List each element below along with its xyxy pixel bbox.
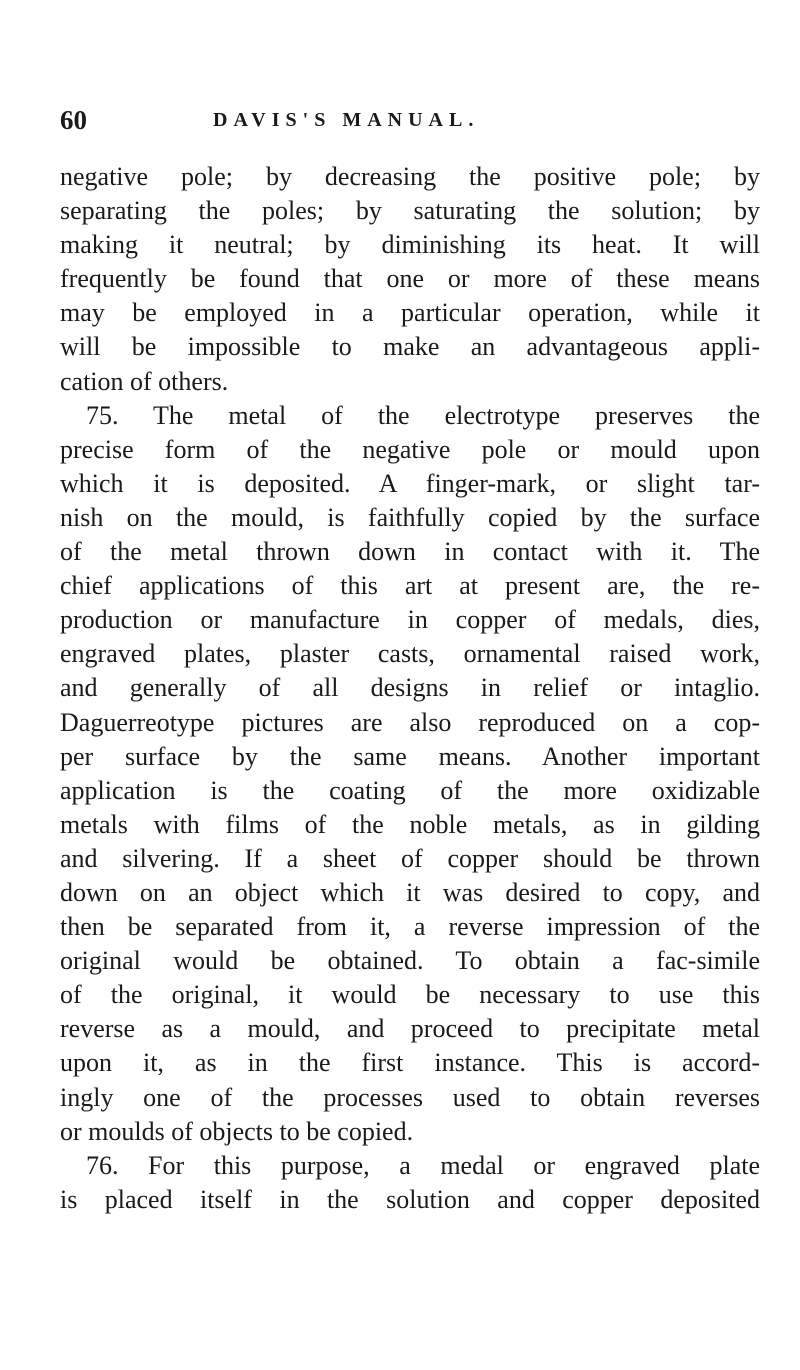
text-line: then be separated from it, a reverse impression of the [60, 912, 760, 942]
text-line: is placed itself in the solution and copper deposited [60, 1184, 760, 1214]
text-line: original would be obtained. To obtain a fac-simile [60, 946, 760, 976]
text-line: per surface by the same means. Another important [60, 741, 760, 771]
text-line: nish on the mould, is faithfully copied by the surface [60, 502, 760, 532]
text-line: and silvering. If a sheet of copper should be thrown [60, 843, 760, 873]
text-line: Daguerreotype pictures are also reproduced on a cop- [60, 707, 760, 737]
running-head: DAVIS'S MANUAL. [213, 109, 480, 131]
text-line: of the metal thrown down in contact with it. The [60, 537, 760, 567]
text-line: and generally of all designs in relief or intaglio. [60, 673, 760, 703]
text-line: separating the poles; by saturating the solution; by [60, 196, 760, 226]
text-line: negative pole; by decreasing the positive pole; by [60, 162, 760, 191]
page-header [60, 100, 760, 140]
text-line: down on an object which it was desired to copy, and [60, 877, 760, 907]
text-line: precise form of the negative pole or mould upon [60, 434, 760, 464]
text-line: reverse as a mould, and proceed to precipitate metal [60, 1014, 760, 1044]
text-line: may be employed in a particular operation, while it [60, 298, 760, 328]
text-line: of the original, it would be necessary to use this [60, 980, 760, 1010]
text-line: 76. For this purpose, a medal or engraved plate [86, 1150, 760, 1180]
text-line: ingly one of the processes used to obtain reverses [60, 1082, 760, 1112]
text-line: production or manufacture in copper of medals, dies, [60, 605, 760, 635]
text-line: making it neutral; by diminishing its heat. It will [60, 230, 760, 260]
text-line: 75. The metal of the electrotype preserves the [86, 400, 760, 430]
text-line: which it is deposited. A finger-mark, or slight tar- [60, 468, 760, 498]
body-text [60, 160, 760, 1217]
text-line: application is the coating of the more oxidizable [60, 775, 760, 805]
text-line: engraved plates, plaster casts, ornamental raised work, [60, 639, 760, 669]
text-line: chief applications of this art at present are, the re- [60, 571, 760, 601]
text-line: will be impossible to make an advantageous appli- [60, 332, 760, 362]
page-number: 60 [60, 105, 87, 135]
text-line: frequently be found that one or more of these means [60, 264, 760, 294]
text-line: cation of others. [60, 366, 229, 396]
text-line: or moulds of objects to be copied. [60, 1116, 414, 1146]
text-line: upon it, as in the first instance. This is accord- [60, 1048, 760, 1078]
text-line: metals with films of the noble metals, as in gilding [60, 809, 760, 839]
